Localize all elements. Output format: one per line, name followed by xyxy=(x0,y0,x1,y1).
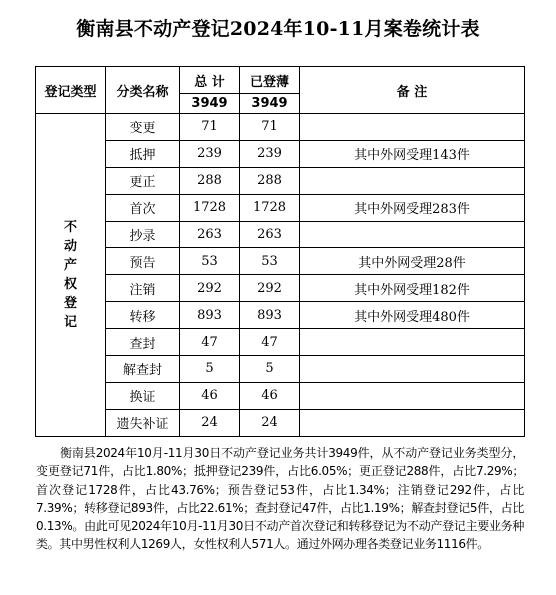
registered-cell: 263 xyxy=(240,221,300,248)
category-cell: 查封 xyxy=(106,329,180,356)
category-cell: 遗失补证 xyxy=(106,409,180,436)
table-row xyxy=(36,194,525,221)
total-cell: 46 xyxy=(180,382,240,409)
registered-cell: 288 xyxy=(240,167,300,194)
registered-cell: 71 xyxy=(240,114,300,141)
registration-type-cell xyxy=(36,114,106,437)
table-row xyxy=(36,302,525,329)
total-cell: 47 xyxy=(180,329,240,356)
total-cell: 239 xyxy=(180,140,240,167)
table-row xyxy=(36,275,525,302)
total-cell: 292 xyxy=(180,275,240,302)
category-cell: 预告 xyxy=(106,248,180,275)
header-registered: 已登薄 xyxy=(240,67,300,94)
registered-cell: 24 xyxy=(240,409,300,436)
table-row xyxy=(36,140,525,167)
category-cell: 首次 xyxy=(106,194,180,221)
remark-cell xyxy=(300,221,525,248)
registered-cell: 46 xyxy=(240,382,300,409)
page-title: 衡南县不动产登记2024年10-11月案卷统计表 xyxy=(76,18,480,40)
total-cell: 288 xyxy=(180,167,240,194)
header-category: 分类名称 xyxy=(106,67,180,114)
total-cell: 263 xyxy=(180,221,240,248)
category-cell: 解查封 xyxy=(106,356,180,383)
table-row xyxy=(36,409,525,436)
registration-type-char: 权 xyxy=(63,276,77,292)
category-cell: 转移 xyxy=(106,302,180,329)
remark-cell xyxy=(300,356,525,383)
registration-type-char: 登 xyxy=(63,295,77,311)
remark-cell xyxy=(300,329,525,356)
table-row xyxy=(36,248,525,275)
table-row xyxy=(36,356,525,383)
registered-cell: 893 xyxy=(240,302,300,329)
total-cell: 893 xyxy=(180,302,240,329)
remark-cell: 其中外网受理480件 xyxy=(300,302,525,329)
registration-type-char: 记 xyxy=(63,314,77,330)
header-type: 登记类型 xyxy=(36,67,106,114)
remark-cell xyxy=(300,409,525,436)
table-row xyxy=(36,329,525,356)
registered-cell: 292 xyxy=(240,275,300,302)
table-row xyxy=(36,114,525,141)
header-total: 总 计 xyxy=(180,67,240,94)
table-row xyxy=(36,167,525,194)
registration-type-char: 产 xyxy=(63,257,77,273)
total-cell: 53 xyxy=(180,248,240,275)
summary-paragraph: 衡南县2024年10月-11月30日不动产登记业务共计3949件，从不动产登记业务类型分，变更登记71件，占比1.80%；抵押登记239件，占比6.05%；更正登记288件，占比7.29%；首次登记1728件，占比43.76%；预告登记53件，占比1.34%；注销登记292件，占比7.39%；转移登记893件，占比22.61%；查封登记47件，占比1.19%；解查封登记5件，占比0.13%。由此可见2024年10月-11月30日不动产首次登记和转移登记为不动产登记主要业务种类。其中男性权利人1269人，女性权利人571人。通过外网办理各类登记业务1116件。 xyxy=(36,446,524,552)
remark-cell: 其中外网受理182件 xyxy=(300,275,525,302)
table-row xyxy=(36,221,525,248)
registered-cell: 5 xyxy=(240,356,300,383)
category-cell: 换证 xyxy=(106,382,180,409)
remark-cell: 其中外网受理283件 xyxy=(300,194,525,221)
remark-cell xyxy=(300,382,525,409)
table-row xyxy=(36,382,525,409)
registered-cell: 1728 xyxy=(240,194,300,221)
header-row xyxy=(36,67,525,94)
statistics-table xyxy=(35,66,525,437)
registration-type-char: 不 xyxy=(63,219,77,235)
registered-cell: 47 xyxy=(240,329,300,356)
total-sum: 3949 xyxy=(180,94,240,114)
remark-cell: 其中外网受理28件 xyxy=(300,248,525,275)
total-cell: 5 xyxy=(180,356,240,383)
registered-cell: 239 xyxy=(240,140,300,167)
category-cell: 抵押 xyxy=(106,140,180,167)
registration-type-char: 动 xyxy=(63,238,77,254)
total-cell: 1728 xyxy=(180,194,240,221)
total-cell: 71 xyxy=(180,114,240,141)
registered-cell: 53 xyxy=(240,248,300,275)
remark-cell xyxy=(300,114,525,141)
total-cell: 24 xyxy=(180,409,240,436)
header-remark: 备 注 xyxy=(300,67,525,114)
category-cell: 变更 xyxy=(106,114,180,141)
registered-sum: 3949 xyxy=(240,94,300,114)
category-cell: 注销 xyxy=(106,275,180,302)
category-cell: 更正 xyxy=(106,167,180,194)
remark-cell xyxy=(300,167,525,194)
category-cell: 抄录 xyxy=(106,221,180,248)
remark-cell: 其中外网受理143件 xyxy=(300,140,525,167)
